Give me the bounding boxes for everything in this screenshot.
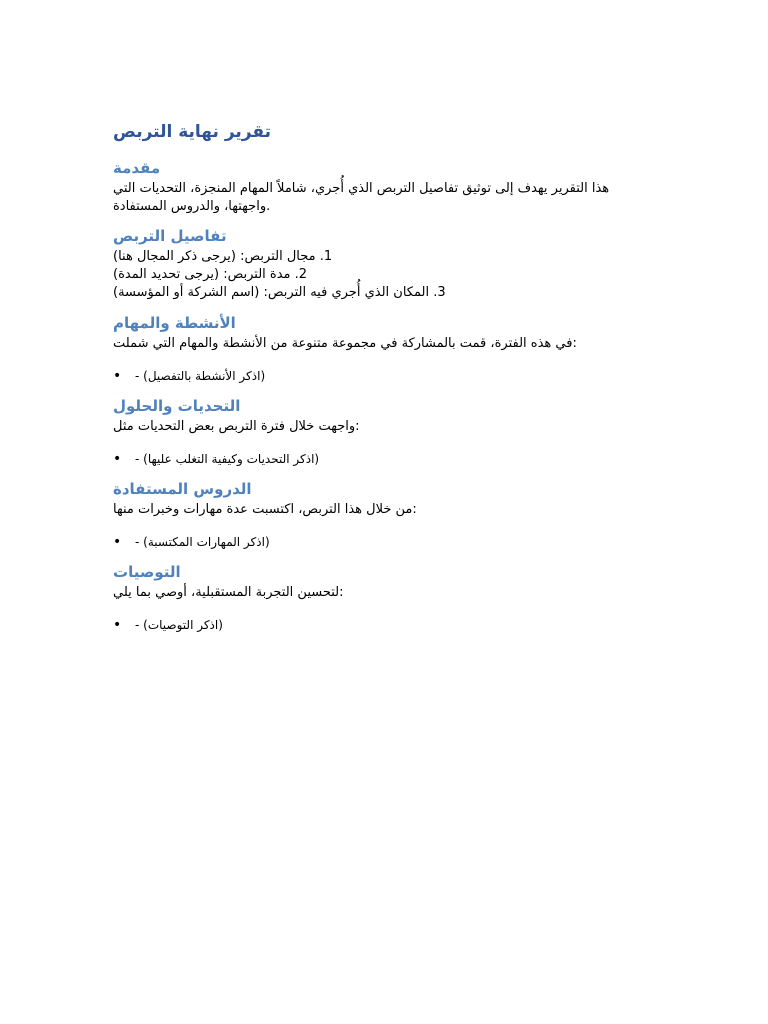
lessons-bullet [113, 533, 648, 551]
intro-paragraph-line2: .واجهتها، والدروس المستفادة [113, 199, 271, 214]
details-item-duration: 2. مدة التربص: (يرجى تحديد المدة) [113, 267, 308, 282]
challenges-bullet-text: - (اذكر التحديات وكيفية التغلب عليها) [135, 452, 320, 466]
recommendations-bullet [113, 616, 648, 634]
details-list [113, 248, 648, 302]
section-heading-challenges: التحديات والحلول [113, 397, 241, 415]
recommendations-bullet-text: - (اذكر التوصيات) [135, 618, 223, 632]
section-heading-details: تفاصيل التربص [113, 227, 227, 245]
bullet-icon: • [113, 368, 122, 384]
document-title: تقرير نهاية التربص [113, 122, 271, 142]
section-activities [113, 311, 648, 385]
activities-paragraph: :في هذه الفترة، قمت بالمشاركة في مجموعة متنوعة من الأنشطة والمهام التي شملت [113, 336, 577, 351]
bullet-icon: • [113, 451, 122, 467]
section-lessons [113, 477, 648, 551]
lessons-bullet-text: - (اذكر المهارات المكتسبة) [135, 535, 270, 549]
section-intro [113, 156, 648, 216]
section-challenges [113, 394, 648, 468]
section-recommendations [113, 560, 648, 634]
challenges-paragraph: :واجهت خلال فترة التربص بعض التحديات مثل [113, 419, 360, 434]
lessons-paragraph: :من خلال هذا التربص، اكتسبت عدة مهارات وخبرات منها [113, 502, 417, 517]
challenges-bullet [113, 450, 648, 468]
details-item-place: 3. المكان الذي أُجري فيه التربص: (اسم الشركة أو المؤسسة) [113, 285, 446, 300]
section-details [113, 224, 648, 302]
activities-bullet [113, 367, 648, 385]
bullet-icon: • [113, 617, 122, 633]
activities-bullet-text: - (اذكر الأنشطة بالتفصيل) [135, 369, 266, 383]
section-heading-lessons: الدروس المستفادة [113, 480, 252, 498]
document-page [113, 118, 648, 634]
section-heading-activities: الأنشطة والمهام [113, 314, 236, 332]
section-heading-intro: مقدمة [113, 159, 161, 177]
details-item-field: 1. مجال التربص: (يرجى ذكر المجال هنا) [113, 249, 333, 264]
section-heading-recommendations: التوصيات [113, 563, 181, 581]
recommendations-paragraph: :لتحسين التجربة المستقبلية، أوصي بما يلي [113, 585, 344, 600]
bullet-icon: • [113, 534, 122, 550]
intro-paragraph-line1: هذا التقرير يهدف إلى توثيق تفاصيل التربص الذي أُجري، شاملاً المهام المنجزة، التحديات التي [113, 181, 610, 196]
